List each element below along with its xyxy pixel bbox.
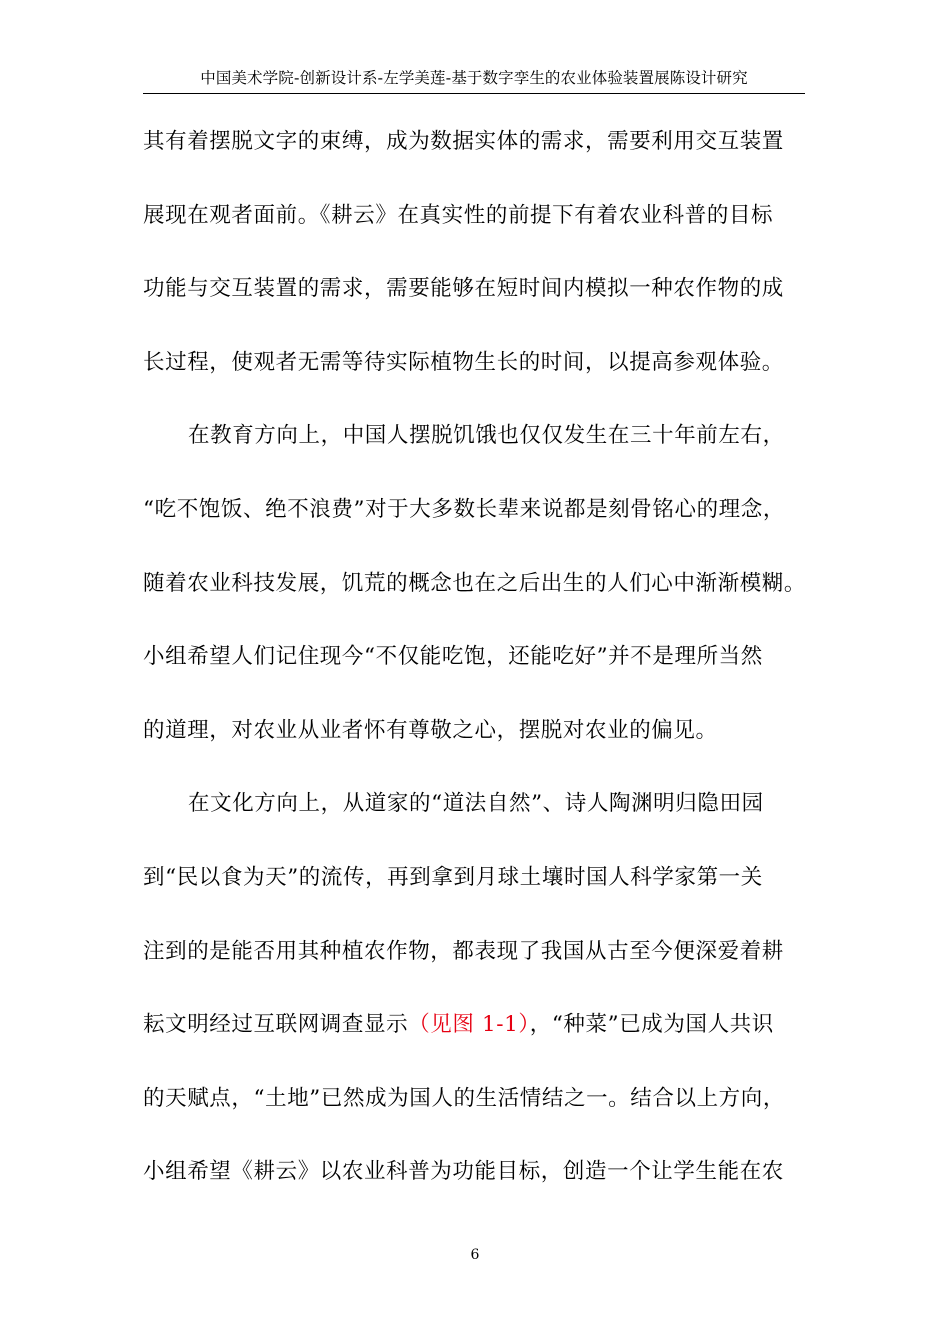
paragraph-line: 随着农业科技发展，饥荒的概念也在之后出生的人们心中渐渐模糊。: [143, 570, 807, 596]
line-text: ，“种菜”已成为国人共识: [529, 1012, 774, 1038]
paragraph-line: 展现在观者面前。《耕云》在真实性的前提下有着农业科普的目标: [143, 202, 774, 228]
page-number: 6: [470, 1247, 480, 1263]
body-text: [143, 122, 813, 1226]
header-divider: [143, 93, 805, 94]
paragraph-line: 注到的是能否用其种植农作物，都表现了我国从古至今便深爱着耕: [143, 938, 784, 964]
paragraph-line: 的道理，对农业从业者怀有尊敬之心，摆脱对农业的偏见。: [143, 717, 718, 743]
paragraph-line: 到“民以食为天”的流传，再到拿到月球土壤时国人科学家第一关: [143, 864, 763, 890]
paragraph-line: “吃不饱饭、绝不浪费”对于大多数长辈来说都是刻骨铭心的理念，: [143, 496, 785, 522]
paragraph-first-line: 在文化方向上，从道家的“道法自然”、诗人陶渊明归隐田园: [188, 791, 764, 817]
line-text: 耘文明经过互联网调查显示: [143, 1012, 409, 1038]
paragraph-line: [143, 1005, 813, 1079]
figure-reference-link[interactable]: （见图 1-1）: [408, 1012, 530, 1038]
paragraph-line: 其有着摆脱文字的束缚，成为数据实体的需求，需要利用交互装置: [143, 129, 784, 154]
running-header: 中国美术学院-创新设计系-左学美莲-基于数字孪生的农业体验装置展陈设计研究: [200, 69, 748, 87]
paragraph-line: 的天赋点，“土地”已然成为国人的生活情结之一。结合以上方向，: [143, 1085, 785, 1111]
paragraph-first-line: 在教育方向上，中国人摆脱饥饿也仅仅发生在三十年前左右，: [188, 423, 785, 449]
paragraph-line: 小组希望人们记住现今“不仅能吃饱，还能吃好”并不是理所当然: [143, 644, 763, 670]
paragraph-line: 小组希望《耕云》以农业科普为功能目标，创造一个让学生能在农: [143, 1159, 784, 1185]
paragraph-line: 长过程，使观者无需等待实际植物生长的时间，以提高参观体验。: [143, 349, 784, 375]
paragraph-line: 功能与交互装置的需求，需要能够在短时间内模拟一种农作物的成: [143, 276, 784, 302]
